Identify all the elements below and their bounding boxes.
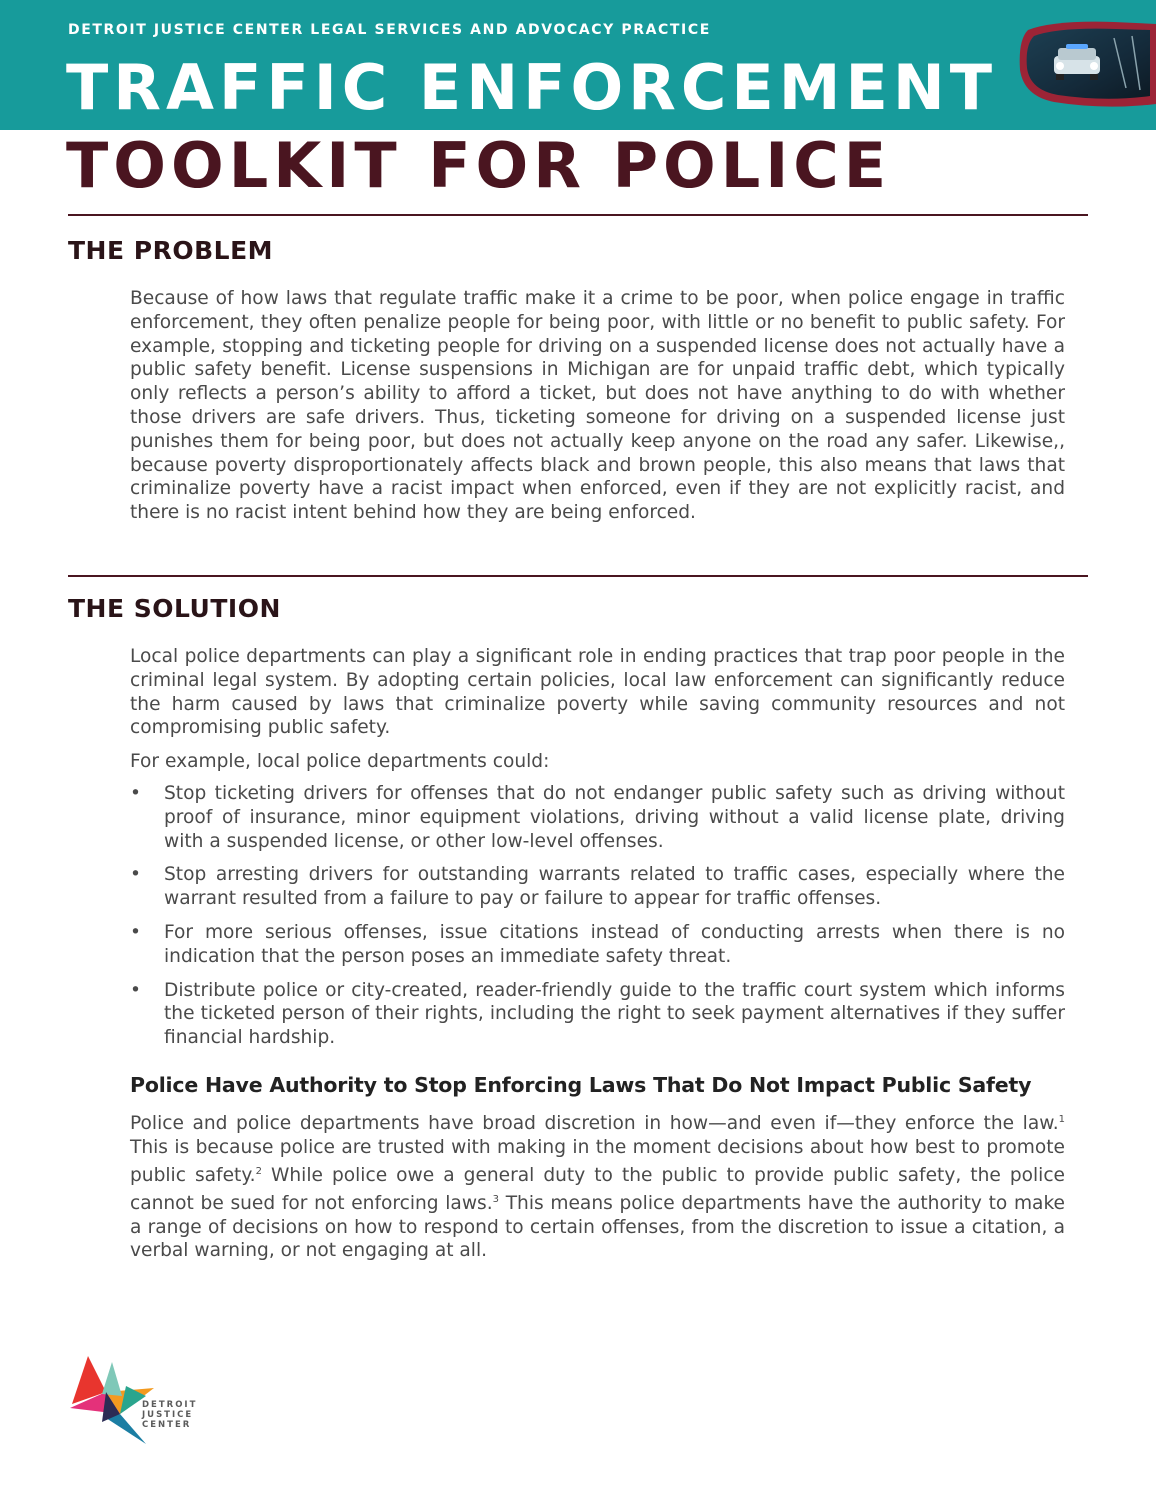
bullet-text: Stop ticketing drivers for offenses that do not endanger public safety such as driving without proof of insurance, minor equipment violations, driving without a valid license plate, driving with a suspended license, or other low-level offenses. [164,782,1065,852]
logo-line-2: JUSTICE [142,1410,194,1420]
bullet-icon: • [130,921,141,943]
list-item [130,979,1065,1050]
solution-paragraph-2: For example, local police departments could: [130,751,550,773]
bullet-text: Distribute police or city-created, reader-friendly guide to the traffic court system which informs the ticketed person of their rights, including the right to seek payment alternatives if they suffer financial hardship. [164,979,1065,1049]
title-line-2: TOOLKIT FOR POLICE [66,129,892,202]
footnote-ref-3[interactable]: 3 [492,1193,500,1205]
bullet-icon: • [130,864,141,886]
solution-bullet-list [130,782,1065,1050]
problem-heading: THE PROBLEM [68,236,274,265]
bullet-icon: • [130,979,141,1001]
solution-body [130,645,1065,1263]
title-line-1: TRAFFIC ENFORCEMENT [66,51,998,124]
problem-paragraph: Because of how laws that regulate traffic make it a crime to be poor, when police engage in traffic enforcement, they often penalize people for being poor, with little or no benefit to public safety. For example, stopping and ticketing people for driving on a suspended license does not actually have a public safety benefit. License suspensions in Michigan are for unpaid traffic debt, which typically only reflects a person’s ability to afford a ticket, but does not have anything to do with whether those drivers are safe drivers. Thus, ticketing someone for driving on a suspended license just punishes them for being poor, but does not actually keep anyone on the road any safer. Likewise,, because poverty disproportionately affects black and brown people, this also means that laws that criminalize poverty have a racist impact when enforced, even if they are not explicitly racist, and there is no racist intent behind how they are being enforced. [130,288,1065,524]
authority-text-c: While police owe a general duty to the public to provide public safety, the police cannot be sued for not enforcing laws. [130,1164,1065,1214]
problem-body [130,287,1065,525]
divider-middle [68,575,1088,577]
organization-line: DETROIT JUSTICE CENTER LEGAL SERVICES AND ADVOCACY PRACTICE [68,22,711,38]
authority-subheading: Police Have Authority to Stop Enforcing Laws That Do Not Impact Public Safety [130,1072,1032,1097]
solution-paragraph-1: Local police departments can play a significant role in ending practices that trap poor people in the criminal legal system. By adopting certain policies, local law enforcement can significantly reduce the harm caused by laws that criminalize poverty while saving community resources and not compromising public safety. [130,646,1065,739]
authority-text-b: This is because police are trusted with making in the moment decisions about how best to promote public safety. [130,1136,1065,1186]
bullet-icon: • [130,782,141,804]
list-item [130,863,1065,911]
logo-line-1: DETROIT [142,1400,198,1410]
bullet-text: For more serious offenses, issue citations instead of conducting arrests when there is no indication that the person poses an immediate safety threat. [164,921,1065,967]
side-mirror-police-car-icon [1014,18,1156,108]
divider-top [68,214,1088,216]
authority-text-a: Police and police departments have broad discretion in how—and even if—they enforce the law. [130,1112,1059,1134]
logo-wordmark [142,1400,197,1430]
footnote-ref-2[interactable]: 2 [255,1165,262,1177]
logo-line-3: CENTER [142,1420,192,1430]
authority-text-d: This means police departments have the authority to make a range of decisions on how to respond to certain offenses, from the discretion to issue a citation, a verbal warning, or not engaging at all. [130,1192,1065,1262]
footnote-ref-1[interactable]: 1 [1058,1113,1065,1125]
list-item [130,921,1065,969]
solution-heading: THE SOLUTION [68,594,281,623]
list-item [130,782,1065,853]
bullet-text: Stop arresting drivers for outstanding warrants related to traffic cases, especially where the warrant resulted from a failure to pay or failure to appear for traffic offenses. [164,864,1065,910]
authority-paragraph [130,1108,1065,1263]
